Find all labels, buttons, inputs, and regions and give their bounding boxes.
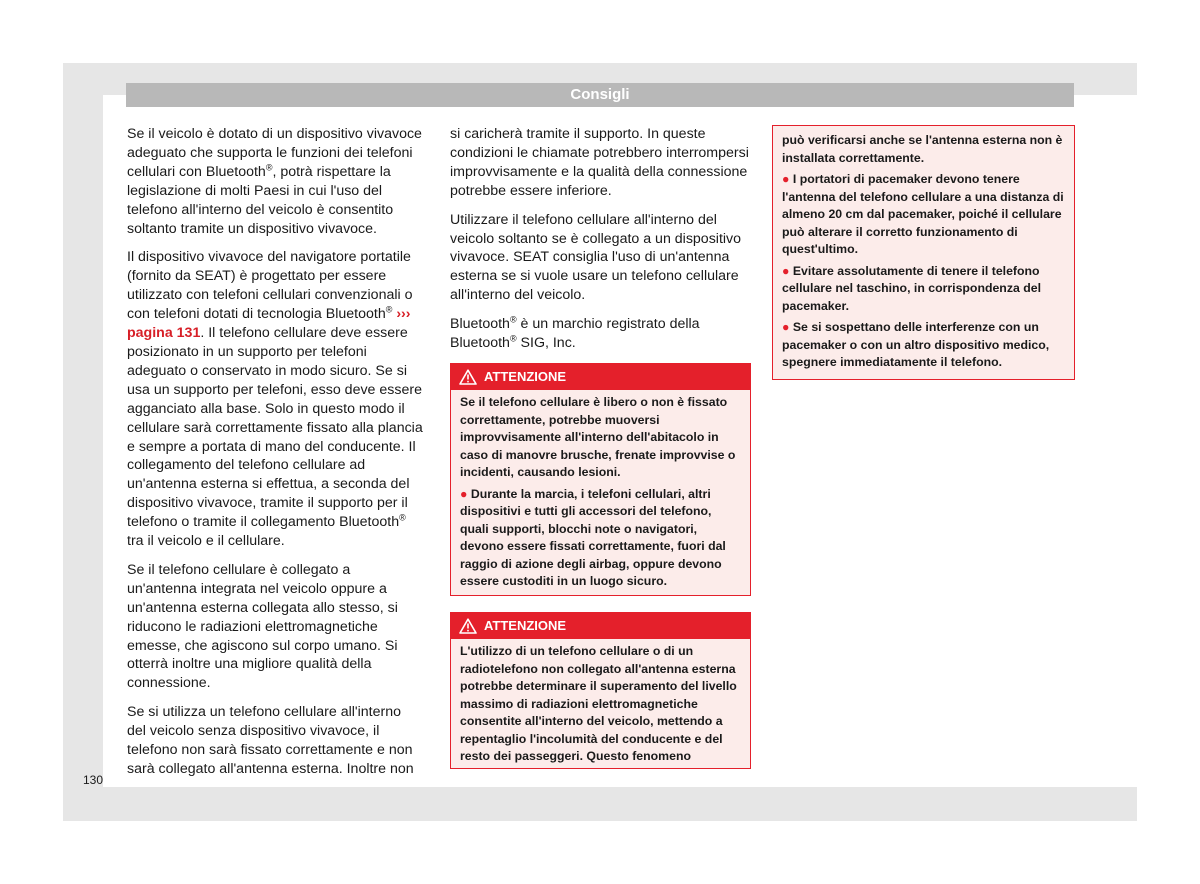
warning-bullet-item xyxy=(782,319,1065,372)
paragraph-text: . Il telefono cellulare deve essere posizionato in un supporto per telefoni adeguato o conservato in modo sicuro. Se si usa un supporto per telefoni, esso deve essere agganciato alla base. Solo in questo modo il cellulare sarà correttamente fissato alla plancia e sempre a portata di mano del conducente. Il collegamento del telefono cellulare ad un'antenna esterna si effettua, a seconda del dispositivo vivavoce, tramite il supporto per il telefono o tramite il collegamento Bluetooth® tra il veicolo e il cellulare. xyxy=(127,325,423,550)
warning-header xyxy=(451,613,750,639)
bullet-icon: ● xyxy=(460,486,468,501)
bullet-icon: ● xyxy=(782,172,790,186)
warning-text: Evitare assolutamente di tenere il telefono cellulare nel taschino, in corrispondenza del pacemaker. xyxy=(782,263,1041,313)
warning-body xyxy=(451,390,750,599)
warning-body xyxy=(451,639,750,774)
warning-text: L'utilizzo di un telefono cellulare o di un radiotelefono non collegato all'antenna esterna potrebbe determinare il superamento del livello massimo di radiazioni elettromagnetiche consentite all'interno del veicolo, mettendo a repentaglio l'incolumità del conducente e del resto dei passeggeri. Questo fenomeno xyxy=(460,644,737,763)
text-column-1 xyxy=(127,125,423,789)
warning-bullet-item xyxy=(782,263,1065,316)
warning-header xyxy=(451,364,750,390)
warning-box xyxy=(450,612,751,769)
warning-text: Se si sospettano delle interferenze con un pacemaker o con un altro dispositivo medico, spegnere immediatamente il telefono. xyxy=(782,320,1050,369)
warning-text: Se il telefono cellulare è libero o non è fissato correttamente, potrebbe muoversi improvvisamente all'interno dell'abitacolo in caso di manovre brusche, frenate improvvise o incidenti, causando lesioni. xyxy=(460,395,736,479)
warning-triangle-icon xyxy=(459,369,477,385)
paragraph: Bluetooth® è un marchio registrato della Bluetooth® SIG, Inc. xyxy=(450,314,700,352)
paragraph xyxy=(127,248,423,551)
warning-label: ATTENZIONE xyxy=(484,369,567,384)
page-number: 130 xyxy=(83,773,104,787)
paragraph: Se il veicolo è dotato di un dispositivo vivavoce adeguato che supporta le funzioni dei telefoni cellulari con Bluetooth®, potrà rispettare la legislazione di molti Paesi in cui l'uso del telefono all'interno del veicolo è consentito soltanto tramite un dispositivo vivavoce. xyxy=(127,126,422,237)
bullet-icon: ● xyxy=(782,320,790,334)
warning-bullet-item xyxy=(782,171,1065,259)
warning-box xyxy=(450,363,751,596)
paragraph: Se il telefono cellulare è collegato a un'antenna integrata nel veicolo oppure a un'antenna esterna collegata allo stesso, si riducono le radiazioni elettromagnetiche emesse, che agiscono sul corpo umano. Si otterrà inoltre una migliore qualità della connessione. xyxy=(127,561,398,692)
warning-text: Durante la marcia, i telefoni cellulari, altri dispositivi e tutti gli accessori del telefono, quali supporti, blocchi note o navigatori, devono essere fissati correttamente, fuori dal raggio di azione degli airbag, oppure devono essere custoditi in un luogo sicuro. xyxy=(460,486,726,588)
warning-text: può verificarsi anche se l'antenna esterna non è installata correttamente. xyxy=(782,133,1063,165)
warning-bullet-item xyxy=(460,486,741,591)
paragraph: si caricherà tramite il supporto. In queste condizioni le chiamate potrebbero interrompersi improvvisamente e la qualità della connessione potrebbe essere inferiore. xyxy=(450,126,749,199)
paragraph-text: Il dispositivo vivavoce del navigatore portatile (fornito da SEAT) è progettato per essere utilizzato con telefoni cellulari convenzionali o con telefoni dotati di tecnologia Bluetooth® xyxy=(127,249,413,323)
section-header: Consigli xyxy=(126,83,1074,107)
text-column-2 xyxy=(450,125,750,363)
warning-triangle-icon xyxy=(459,618,477,634)
bullet-icon: ● xyxy=(782,263,790,278)
paragraph: Se si utilizza un telefono cellulare all'interno del veicolo senza dispositivo vivavoce, il telefono non sarà fissato correttamente e non sarà collegato all'antenna esterna. Inoltre non xyxy=(127,704,414,777)
warning-box-continued xyxy=(772,125,1075,380)
paragraph: Utilizzare il telefono cellulare all'interno del veicolo soltanto se è collegato a un dispositivo vivavoce. SEAT consiglia l'uso di un'antenna esterna se si vuole usare un telefono cellulare all'interno del veicolo. xyxy=(450,211,742,304)
warning-label: ATTENZIONE xyxy=(484,618,567,633)
warning-body xyxy=(773,126,1074,380)
page-reference-link[interactable]: ››› pagina 131 xyxy=(127,306,411,342)
warning-text: I portatori di pacemaker devono tenere l'antenna del telefono cellulare a una distanza di almeno 20 cm dal pacemaker, poiché il cellulare può alterare il corretto funzionamento di quest'ultimo. xyxy=(782,172,1064,256)
